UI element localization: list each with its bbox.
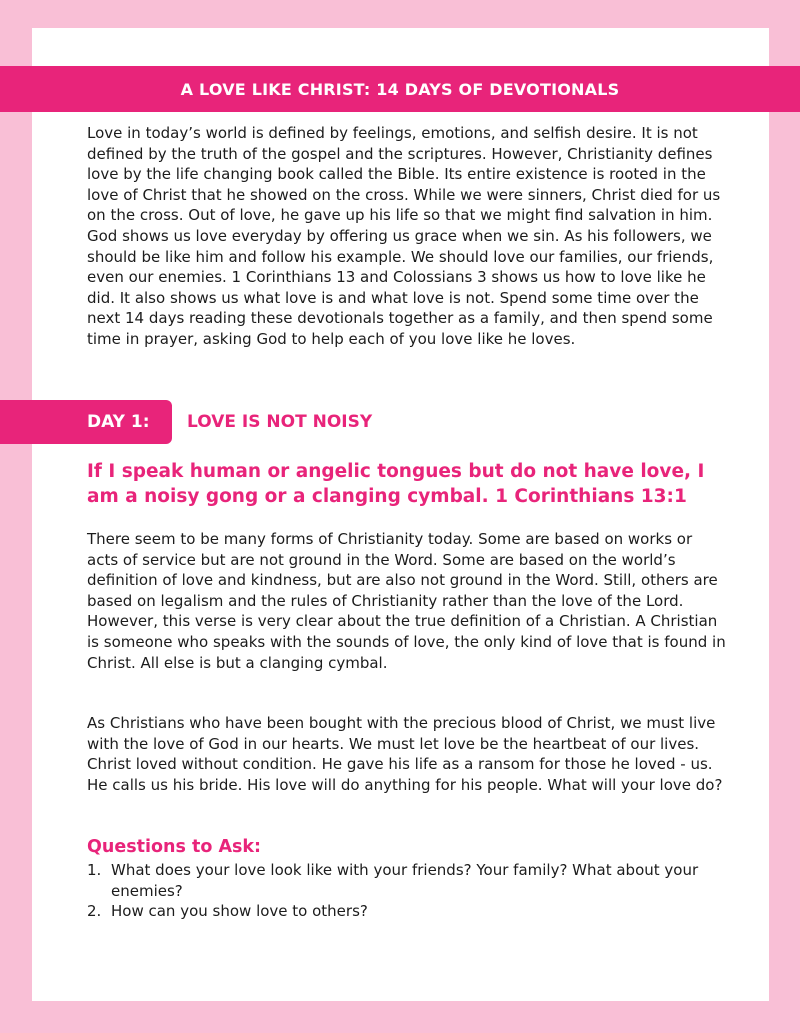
day-title: LOVE IS NOT NOISY — [187, 412, 373, 432]
question-text: What does your love look like with your friends? Your family? What about your enemies? — [111, 861, 699, 900]
question-number: 1. — [87, 861, 102, 879]
question-item — [87, 860, 707, 901]
body-paragraph-2: As Christians who have been bought with the precious blood of Christ, we must live with the love of God in our hearts. We must let love be the heartbeat of our lives. Christ loved without condition. He gave his life as a ransom for those he loved - us. He calls us his bride. His love will do anything for his people. What will your love do? — [87, 714, 723, 794]
question-number: 2. — [87, 902, 102, 921]
title-banner — [0, 66, 800, 112]
question-item — [87, 901, 707, 922]
question-text: How can you show love to others? — [111, 902, 368, 921]
questions-heading: Questions to Ask: — [87, 837, 262, 857]
questions-list — [87, 860, 707, 922]
intro-paragraph: Love in today’s world is defined by feelings, emotions, and selfish desire. It is not defined by the truth of the gospel and the scriptures. However, Christianity defines love by the life changing book called the Bible. Its entire existence is rooted in the love of Christ that he showed on the cross. While we were sinners, Christ died for us on the cross. Out of love, he gave up his life so that we might find salvation in him. God shows us love everyday by offering us grace when we sin. As his followers, we should be like him and follow his example. We should love our families, our friends, even our enemies. 1 Corinthians 13 and Colossians 3 shows us how to love like he did. It also shows us what love is and what love is not. Spend some time over the next 14 days reading these devotionals together as a family, and then spend some time in prayer, asking God to help each of you love like he loves. — [87, 124, 721, 348]
page-title: A LOVE LIKE CHRIST: 14 DAYS OF DEVOTIONALS — [180, 79, 620, 99]
scripture-verse: If I speak human or angelic tongues but do not have love, I am a noisy gong or a clanging cymbal. 1 Corinthians 13:1 — [87, 461, 705, 507]
body-paragraph-1: There seem to be many forms of Christianity today. Some are based on works or acts of service but are not ground in the Word. Some are based on the world’s definition of love and kindness, but are also not ground in the Word. Still, others are based on legalism and the rules of Christianity rather than the love of the Lord. However, this verse is very clear about the true definition of a Christian. A Christian is someone who speaks with the sounds of love, the only kind of love that is found in Christ. All else is but a clanging cymbal. — [87, 530, 726, 672]
day-label: DAY 1: — [87, 412, 150, 432]
